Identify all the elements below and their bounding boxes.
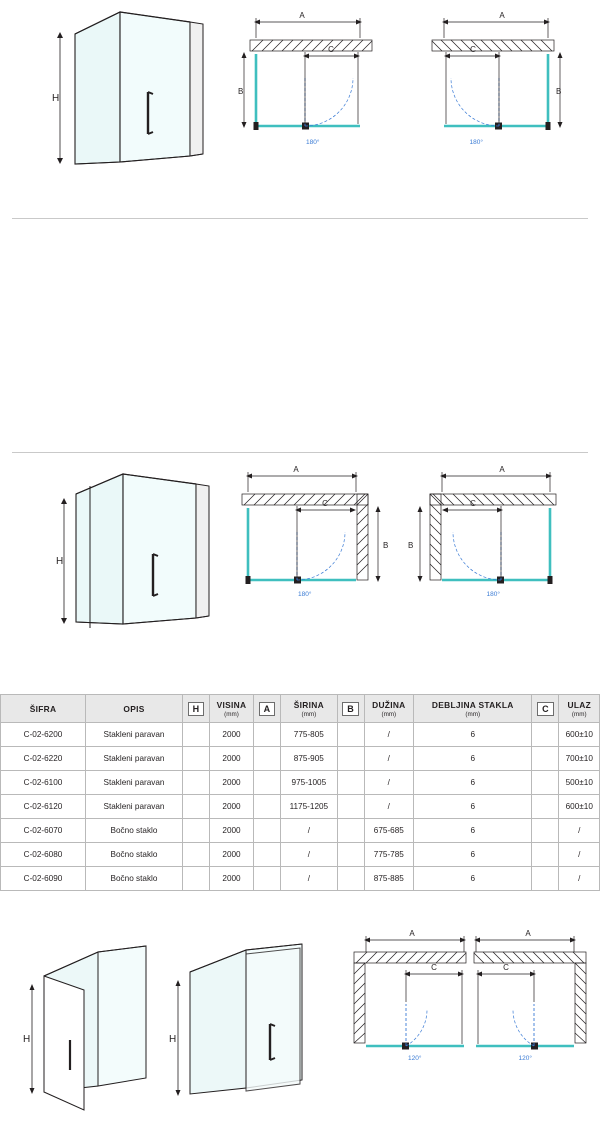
cell-c-spacer (532, 795, 559, 819)
cell-opis: Stakleni paravan (86, 747, 183, 771)
cell-b-spacer (337, 723, 364, 747)
cell-a-spacer (254, 867, 281, 891)
diagram-row-2 (0, 226, 600, 598)
cell-visina: 2000 (210, 723, 254, 747)
th-sirina (281, 695, 338, 723)
th-visina-label: VISINA (216, 699, 247, 710)
cell-b-spacer (337, 795, 364, 819)
table-row (1, 771, 600, 795)
cell-ulaz: 600±10 (559, 795, 600, 819)
cell-visina: 2000 (210, 819, 254, 843)
cell-sifra: C-02-6080 (1, 843, 86, 867)
dim-label-C-2: C (470, 45, 476, 54)
plan-view-left-1 (236, 8, 396, 158)
cell-debljina: 6 (413, 819, 532, 843)
cell-duzina: 875-885 (364, 867, 413, 891)
cell-debljina: 6 (413, 747, 532, 771)
cell-ulaz: 500±10 (559, 771, 600, 795)
cell-h-spacer (183, 771, 210, 795)
angle-label-1: 180° (306, 139, 320, 146)
table-row (1, 867, 600, 891)
dim-label-H-3: H (23, 1034, 31, 1045)
row-divider-2 (12, 452, 588, 453)
cell-b-spacer (337, 819, 364, 843)
cell-visina: 2000 (210, 747, 254, 771)
dim-label-C-1: C (328, 45, 334, 54)
angle-label-2: 180° (469, 139, 483, 146)
cell-opis: Bočno staklo (86, 867, 183, 891)
table-body (1, 723, 600, 891)
dim-label-A-5: A (409, 930, 415, 938)
th-visina (210, 695, 254, 723)
dim-label-H: H (52, 93, 60, 104)
cell-sirina: 775-805 (281, 723, 338, 747)
th-sifra-label: ŠIFRA (29, 703, 57, 714)
table-row (1, 723, 600, 747)
box-label-h: H (188, 702, 205, 716)
cell-opis: Stakleni paravan (86, 795, 183, 819)
plan-view-right-1 (408, 8, 568, 158)
cell-duzina: / (364, 795, 413, 819)
cell-h-spacer (183, 723, 210, 747)
cell-debljina: 6 (413, 795, 532, 819)
th-h-box (183, 695, 210, 723)
cell-opis: Stakleni paravan (86, 771, 183, 795)
angle-label-4: 180° (486, 591, 500, 598)
table-row (1, 747, 600, 771)
box-label-c: C (537, 702, 554, 716)
cell-sirina: / (281, 867, 338, 891)
th-debljina (413, 695, 532, 723)
cell-sirina: / (281, 819, 338, 843)
cell-sifra: C-02-6100 (1, 771, 86, 795)
dim-label-A-4: A (499, 465, 505, 474)
cell-duzina: / (364, 771, 413, 795)
cell-ulaz: 600±10 (559, 723, 600, 747)
cell-a-spacer (254, 795, 281, 819)
th-ulaz (559, 695, 600, 723)
cell-debljina: 6 (413, 723, 532, 747)
th-visina-unit: (mm) (224, 710, 239, 718)
dim-label-H-4: H (169, 1034, 177, 1045)
table-header-row (1, 695, 600, 723)
cell-h-spacer (183, 819, 210, 843)
dim-label-B-3: B (383, 541, 389, 550)
cell-visina: 2000 (210, 771, 254, 795)
diagram-row-1 (0, 0, 600, 218)
box-label-a: A (259, 702, 276, 716)
th-debljina-label: DEBLJINA STAKLA (431, 699, 514, 710)
cell-sifra: C-02-6120 (1, 795, 86, 819)
cell-duzina: / (364, 723, 413, 747)
view-3d-corner-left (20, 4, 220, 204)
th-ulaz-unit: (mm) (571, 710, 587, 718)
dim-label-A-3: A (293, 465, 299, 474)
cell-duzina: / (364, 747, 413, 771)
cell-sirina: 975-1005 (281, 771, 338, 795)
cell-h-spacer (183, 867, 210, 891)
cell-sifra: C-02-6070 (1, 819, 86, 843)
cell-duzina: 775-785 (364, 843, 413, 867)
cell-b-spacer (337, 771, 364, 795)
th-sifra (1, 695, 86, 723)
cell-sifra: C-02-6200 (1, 723, 86, 747)
cell-visina: 2000 (210, 867, 254, 891)
cell-duzina: 675-685 (364, 819, 413, 843)
th-sirina-unit: (mm) (301, 710, 317, 718)
cell-sifra: C-02-6220 (1, 747, 86, 771)
th-duzina (364, 695, 413, 723)
cell-h-spacer (183, 795, 210, 819)
cell-debljina: 6 (413, 867, 532, 891)
cell-c-spacer (532, 867, 559, 891)
th-c-box (532, 695, 559, 723)
box-label-b: B (342, 702, 359, 716)
dim-label-A-2: A (499, 11, 505, 20)
cell-b-spacer (337, 747, 364, 771)
th-debljina-unit: (mm) (465, 710, 481, 718)
cell-visina: 2000 (210, 843, 254, 867)
cell-c-spacer (532, 723, 559, 747)
plan-view-niche-left (340, 930, 480, 1090)
th-opis (86, 695, 183, 723)
cell-sirina: / (281, 843, 338, 867)
th-a-box (254, 695, 281, 723)
cell-sifra: C-02-6090 (1, 867, 86, 891)
th-opis-label: OPIS (123, 703, 145, 714)
dim-label-H-2: H (56, 556, 64, 567)
table-row (1, 819, 600, 843)
cell-c-spacer (532, 771, 559, 795)
angle-label-3: 180° (298, 591, 312, 598)
cell-ulaz: / (559, 867, 600, 891)
cell-ulaz: / (559, 819, 600, 843)
dim-label-B-4: B (408, 541, 414, 550)
cell-b-spacer (337, 867, 364, 891)
cell-a-spacer (254, 723, 281, 747)
dim-label-B-2: B (556, 87, 562, 96)
dim-label-C-5: C (431, 963, 437, 972)
cell-sirina: 1175-1205 (281, 795, 338, 819)
cell-c-spacer (532, 819, 559, 843)
th-b-box (337, 695, 364, 723)
row-divider-1 (12, 218, 588, 219)
dim-label-B-1: B (238, 87, 244, 96)
cell-opis: Bočno staklo (86, 819, 183, 843)
view-3d-pivot-door (6, 928, 171, 1128)
th-sirina-label: ŠIRINA (293, 699, 324, 710)
cell-c-spacer (532, 747, 559, 771)
cell-opis: Stakleni paravan (86, 723, 183, 747)
th-duzina-label: DUŽINA (372, 699, 406, 710)
cell-debljina: 6 (413, 771, 532, 795)
th-duzina-unit: (mm) (381, 710, 397, 718)
view-3d-sliding-door (150, 928, 330, 1128)
cell-sirina: 875-905 (281, 747, 338, 771)
table-row (1, 795, 600, 819)
dim-label-A-1: A (299, 11, 305, 20)
cell-ulaz: 700±10 (559, 747, 600, 771)
cell-h-spacer (183, 747, 210, 771)
spec-table-wrapper (0, 694, 600, 891)
cell-opis: Bočno staklo (86, 843, 183, 867)
dim-label-C-4: C (470, 499, 476, 508)
angle-label-6: 120° (518, 1055, 532, 1062)
cell-ulaz: / (559, 843, 600, 867)
cell-visina: 2000 (210, 795, 254, 819)
cell-debljina: 6 (413, 843, 532, 867)
plan-view-niche-right (460, 930, 600, 1090)
cell-a-spacer (254, 771, 281, 795)
cell-a-spacer (254, 747, 281, 771)
cell-a-spacer (254, 819, 281, 843)
angle-label-5: 120° (408, 1055, 422, 1062)
dim-label-A-6: A (525, 930, 531, 938)
spec-table (0, 694, 600, 891)
th-ulaz-label: ULAZ (567, 699, 591, 710)
dim-label-C-3: C (322, 499, 328, 508)
dim-label-C-6: C (503, 963, 509, 972)
